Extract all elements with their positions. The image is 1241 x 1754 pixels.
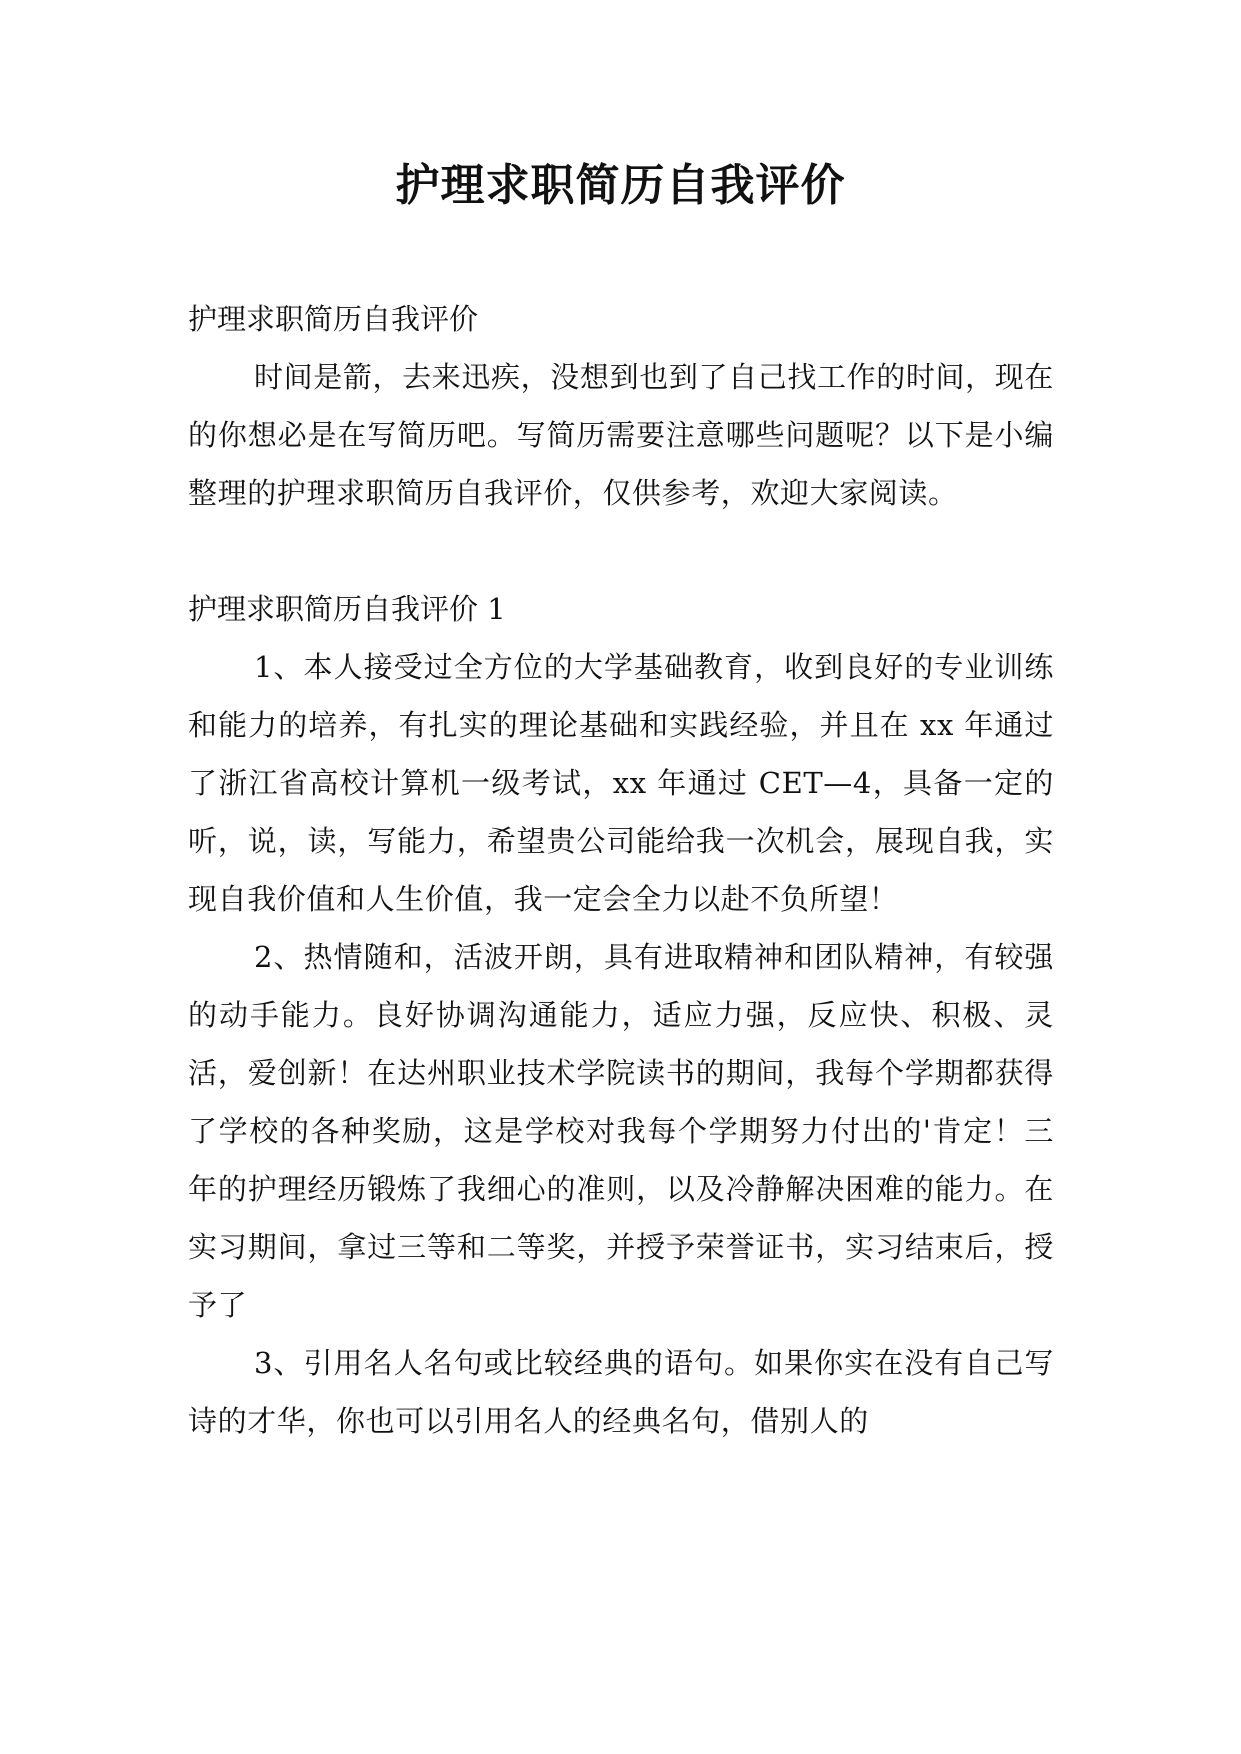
list-item: 3、引用名人名句或比较经典的语句。如果你实在没有自己写诗的才华，你也可以引用名人的经典名句，借别人的 (188, 1346, 1054, 1438)
list-item: 1、本人接受过全方位的大学基础教育，收到良好的专业训练和能力的培养，有扎实的理论基础和实践经验，并且在 xx 年通过了浙江省高校计算机一级考试，xx 年通过 CET—4，具备一定的听，说，读，写能力，希望贵公司能给我一次机会，展现自我，实现自我价值和人生价值，我一定会全力以赴不负所望！ (188, 650, 1054, 916)
intro-paragraph: 时间是箭，去来迅疾，没想到也到了自己找工作的时间，现在的你想必是在写简历吧。写简历需要注意哪些问题呢？以下是小编整理的护理求职简历自我评价，仅供参考，欢迎大家阅读。 (188, 360, 1054, 510)
section-heading: 护理求职简历自我评价 1 (188, 592, 506, 626)
intro-heading: 护理求职简历自我评价 (188, 302, 479, 336)
document-body (188, 290, 1054, 1450)
document-title: 护理求职简历自我评价 (395, 160, 846, 211)
section-spacer (188, 522, 1054, 580)
list-item: 2、热情随和，活波开朗，具有进取精神和团队精神，有较强的动手能力。良好协调沟通能力，适应力强，反应快、积极、灵活，爱创新！在达州职业技术学院读书的期间，我每个学期都获得了学校的各种奖励，这是学校对我每个学期努力付出的'肯定！三年的护理经历锻炼了我细心的准则，以及冷静解决困难的能力。在实习期间，拿过三等和二等奖，并授予荣誉证书，实习结束后，授予了 (188, 940, 1054, 1322)
